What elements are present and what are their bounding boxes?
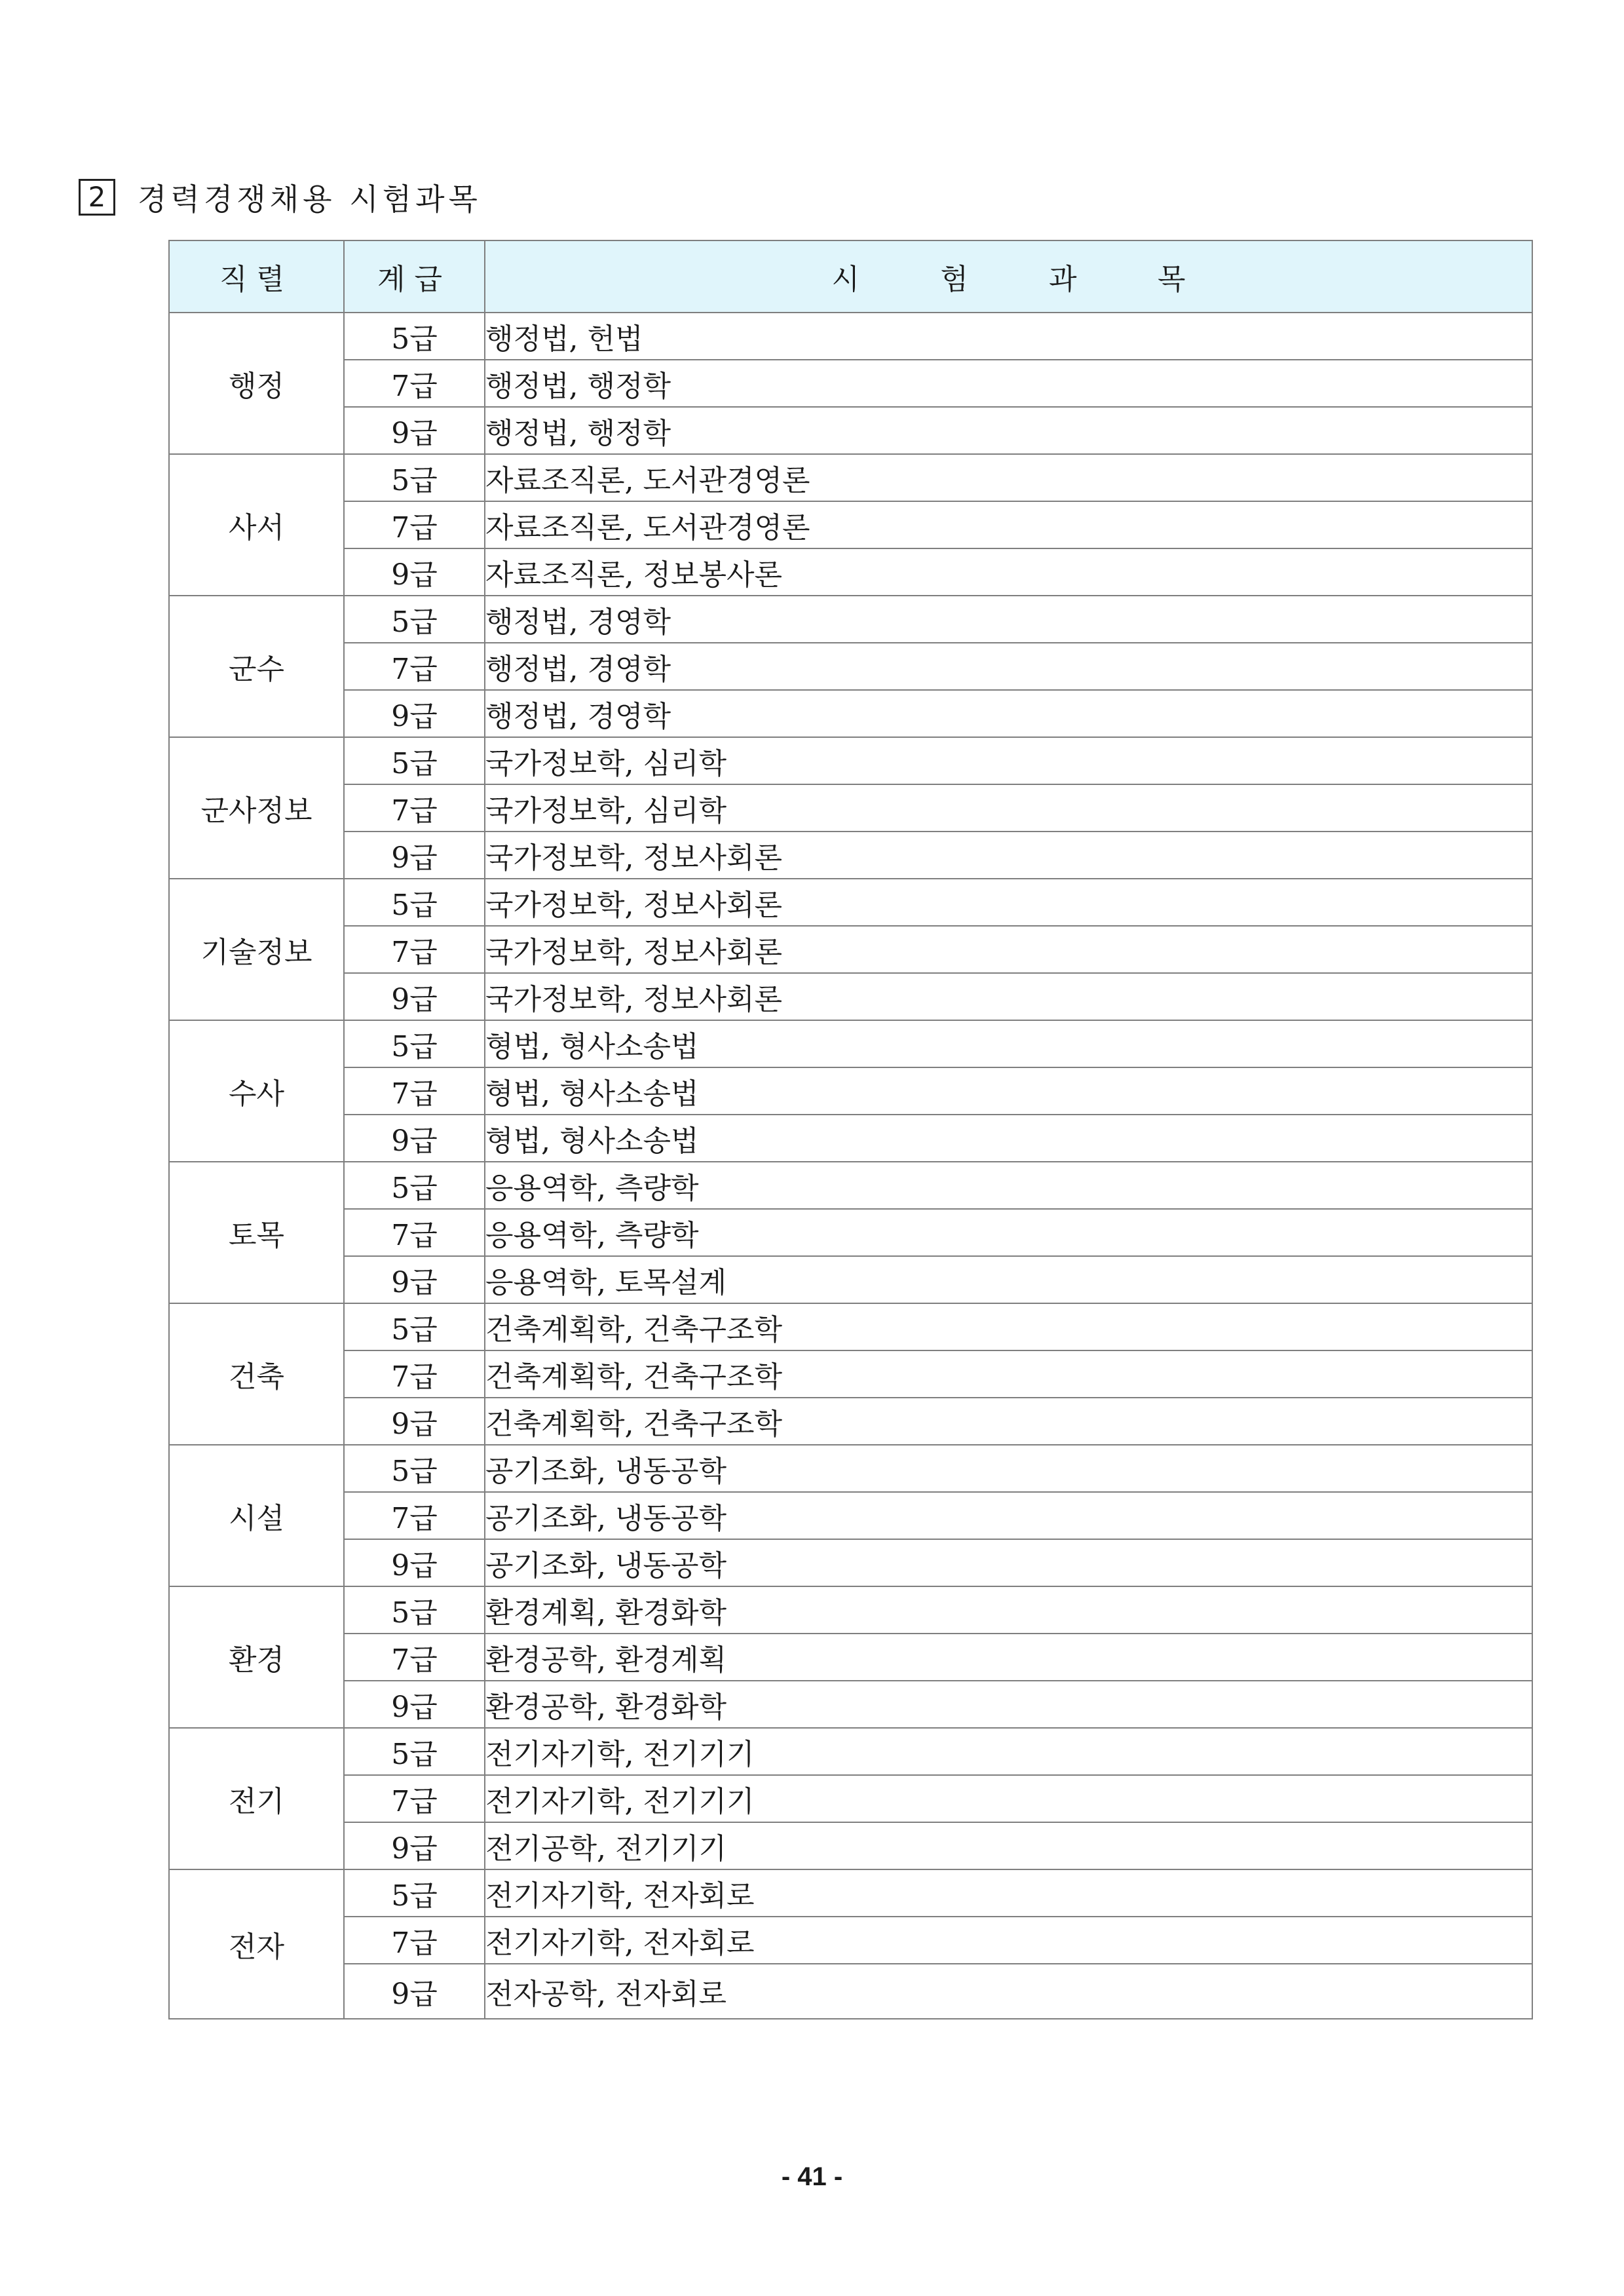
job-category-cell: 군사정보 <box>169 737 344 879</box>
table-row <box>169 1634 1532 1681</box>
subjects-cell: 전기자기학, 전기기기 <box>485 1775 1532 1822</box>
job-category-cell: 시설 <box>169 1445 344 1586</box>
grade-cell: 5급 <box>344 1869 485 1917</box>
grade-cell: 5급 <box>344 1020 485 1067</box>
header-subjects-char: 과 <box>1049 263 1077 296</box>
subjects-cell: 환경공학, 환경화학 <box>485 1681 1532 1728</box>
subjects-cell: 환경공학, 환경계획 <box>485 1634 1532 1681</box>
table-row <box>169 879 1532 926</box>
exam-subjects-table <box>168 240 1533 2019</box>
subjects-cell: 행정법, 행정학 <box>485 360 1532 407</box>
table-row <box>169 832 1532 879</box>
grade-cell: 7급 <box>344 1917 485 1964</box>
table-row <box>169 454 1532 501</box>
subjects-cell: 자료조직론, 도서관경영론 <box>485 454 1532 501</box>
table-row <box>169 1020 1532 1067</box>
table-row <box>169 1067 1532 1115</box>
table-row <box>169 690 1532 737</box>
subjects-cell: 공기조화, 냉동공학 <box>485 1539 1532 1586</box>
header-subjects-char: 시 <box>831 263 860 296</box>
table-row <box>169 1822 1532 1869</box>
table-row <box>169 1492 1532 1539</box>
subjects-cell: 행정법, 경영학 <box>485 643 1532 690</box>
grade-cell: 7급 <box>344 360 485 407</box>
table-row <box>169 1303 1532 1350</box>
table-row <box>169 1964 1532 2019</box>
grade-cell: 9급 <box>344 407 485 454</box>
subjects-cell: 전기자기학, 전자회로 <box>485 1869 1532 1917</box>
table-row <box>169 1398 1532 1445</box>
subjects-cell: 응용역학, 토목설계 <box>485 1256 1532 1303</box>
grade-cell: 9급 <box>344 548 485 596</box>
subjects-cell: 전기자기학, 전자회로 <box>485 1917 1532 1964</box>
subjects-cell: 공기조화, 냉동공학 <box>485 1445 1532 1492</box>
subjects-cell: 자료조직론, 정보봉사론 <box>485 548 1532 596</box>
table-row <box>169 643 1532 690</box>
grade-cell: 9급 <box>344 1822 485 1869</box>
grade-cell: 5급 <box>344 1728 485 1775</box>
subjects-cell: 건축계획학, 건축구조학 <box>485 1398 1532 1445</box>
table-row <box>169 1917 1532 1964</box>
table-row <box>169 1728 1532 1775</box>
grade-cell: 9급 <box>344 1256 485 1303</box>
job-category-cell: 수사 <box>169 1020 344 1162</box>
table-row <box>169 1350 1532 1398</box>
subjects-cell: 공기조화, 냉동공학 <box>485 1492 1532 1539</box>
subjects-cell: 형법, 형사소송법 <box>485 1067 1532 1115</box>
job-category-cell: 전기 <box>169 1728 344 1869</box>
grade-cell: 5급 <box>344 737 485 784</box>
table-row <box>169 1115 1532 1162</box>
table-row <box>169 1209 1532 1256</box>
grade-cell: 9급 <box>344 1964 485 2019</box>
grade-cell: 5급 <box>344 596 485 643</box>
table-row <box>169 360 1532 407</box>
table-row <box>169 501 1532 548</box>
subjects-cell: 행정법, 경영학 <box>485 690 1532 737</box>
grade-cell: 5급 <box>344 1586 485 1634</box>
header-subjects-char: 목 <box>1157 263 1186 296</box>
subjects-cell: 행정법, 헌법 <box>485 313 1532 360</box>
grade-cell: 9급 <box>344 973 485 1020</box>
table-row <box>169 596 1532 643</box>
subjects-cell: 형법, 형사소송법 <box>485 1020 1532 1067</box>
grade-cell: 7급 <box>344 501 485 548</box>
grade-cell: 7급 <box>344 1350 485 1398</box>
subjects-cell: 행정법, 경영학 <box>485 596 1532 643</box>
table-row <box>169 1869 1532 1917</box>
job-category-cell: 전자 <box>169 1869 344 2019</box>
header-grade: 계급 <box>344 240 485 313</box>
table-row <box>169 973 1532 1020</box>
subjects-cell: 응용역학, 측량학 <box>485 1162 1532 1209</box>
subjects-cell: 국가정보학, 정보사회론 <box>485 973 1532 1020</box>
subjects-cell: 형법, 형사소송법 <box>485 1115 1532 1162</box>
grade-cell: 5급 <box>344 879 485 926</box>
job-category-cell: 행정 <box>169 313 344 454</box>
header-job: 직렬 <box>169 240 344 313</box>
table-row <box>169 407 1532 454</box>
page-number: - 41 - <box>781 2162 843 2191</box>
grade-cell: 5급 <box>344 1445 485 1492</box>
table-row <box>169 737 1532 784</box>
table-row <box>169 548 1532 596</box>
subjects-cell: 행정법, 행정학 <box>485 407 1532 454</box>
subjects-cell: 환경계획, 환경화학 <box>485 1586 1532 1634</box>
job-category-cell: 기술정보 <box>169 879 344 1020</box>
table-row <box>169 1256 1532 1303</box>
grade-cell: 9급 <box>344 832 485 879</box>
subjects-cell: 국가정보학, 정보사회론 <box>485 926 1532 973</box>
section-title: 경력경쟁채용 시험과목 <box>138 182 482 217</box>
subjects-cell: 전자공학, 전자회로 <box>485 1964 1532 2019</box>
table-row <box>169 1681 1532 1728</box>
header-subjects-char: 험 <box>940 263 968 296</box>
grade-cell: 9급 <box>344 1398 485 1445</box>
subjects-cell: 건축계획학, 건축구조학 <box>485 1303 1532 1350</box>
section-heading <box>79 176 482 219</box>
subjects-cell: 전기자기학, 전기기기 <box>485 1728 1532 1775</box>
grade-cell: 7급 <box>344 1209 485 1256</box>
table-row <box>169 1162 1532 1209</box>
table-row <box>169 926 1532 973</box>
subjects-cell: 응용역학, 측량학 <box>485 1209 1532 1256</box>
header-subjects <box>485 240 1532 313</box>
grade-cell: 7급 <box>344 1492 485 1539</box>
table-row <box>169 1445 1532 1492</box>
job-category-cell: 군수 <box>169 596 344 737</box>
table-row <box>169 784 1532 832</box>
grade-cell: 7급 <box>344 926 485 973</box>
table-row <box>169 1775 1532 1822</box>
job-category-cell: 토목 <box>169 1162 344 1303</box>
grade-cell: 5급 <box>344 313 485 360</box>
table-row <box>169 1539 1532 1586</box>
table-row <box>169 313 1532 360</box>
grade-cell: 7급 <box>344 1775 485 1822</box>
subjects-cell: 건축계획학, 건축구조학 <box>485 1350 1532 1398</box>
grade-cell: 5급 <box>344 454 485 501</box>
subjects-cell: 전기공학, 전기기기 <box>485 1822 1532 1869</box>
table-header-row <box>169 240 1532 313</box>
subjects-cell: 국가정보학, 심리학 <box>485 737 1532 784</box>
job-category-cell: 건축 <box>169 1303 344 1445</box>
grade-cell: 5급 <box>344 1303 485 1350</box>
section-number-box: 2 <box>79 179 115 216</box>
grade-cell: 9급 <box>344 1681 485 1728</box>
subjects-cell: 국가정보학, 정보사회론 <box>485 832 1532 879</box>
subjects-cell: 국가정보학, 정보사회론 <box>485 879 1532 926</box>
grade-cell: 7급 <box>344 1634 485 1681</box>
job-category-cell: 사서 <box>169 454 344 596</box>
table-row <box>169 1586 1532 1634</box>
grade-cell: 9급 <box>344 1115 485 1162</box>
grade-cell: 7급 <box>344 784 485 832</box>
grade-cell: 5급 <box>344 1162 485 1209</box>
table-body <box>169 313 1532 2019</box>
subjects-cell: 자료조직론, 도서관경영론 <box>485 501 1532 548</box>
grade-cell: 9급 <box>344 690 485 737</box>
grade-cell: 9급 <box>344 1539 485 1586</box>
subjects-cell: 국가정보학, 심리학 <box>485 784 1532 832</box>
grade-cell: 7급 <box>344 643 485 690</box>
job-category-cell: 환경 <box>169 1586 344 1728</box>
grade-cell: 7급 <box>344 1067 485 1115</box>
